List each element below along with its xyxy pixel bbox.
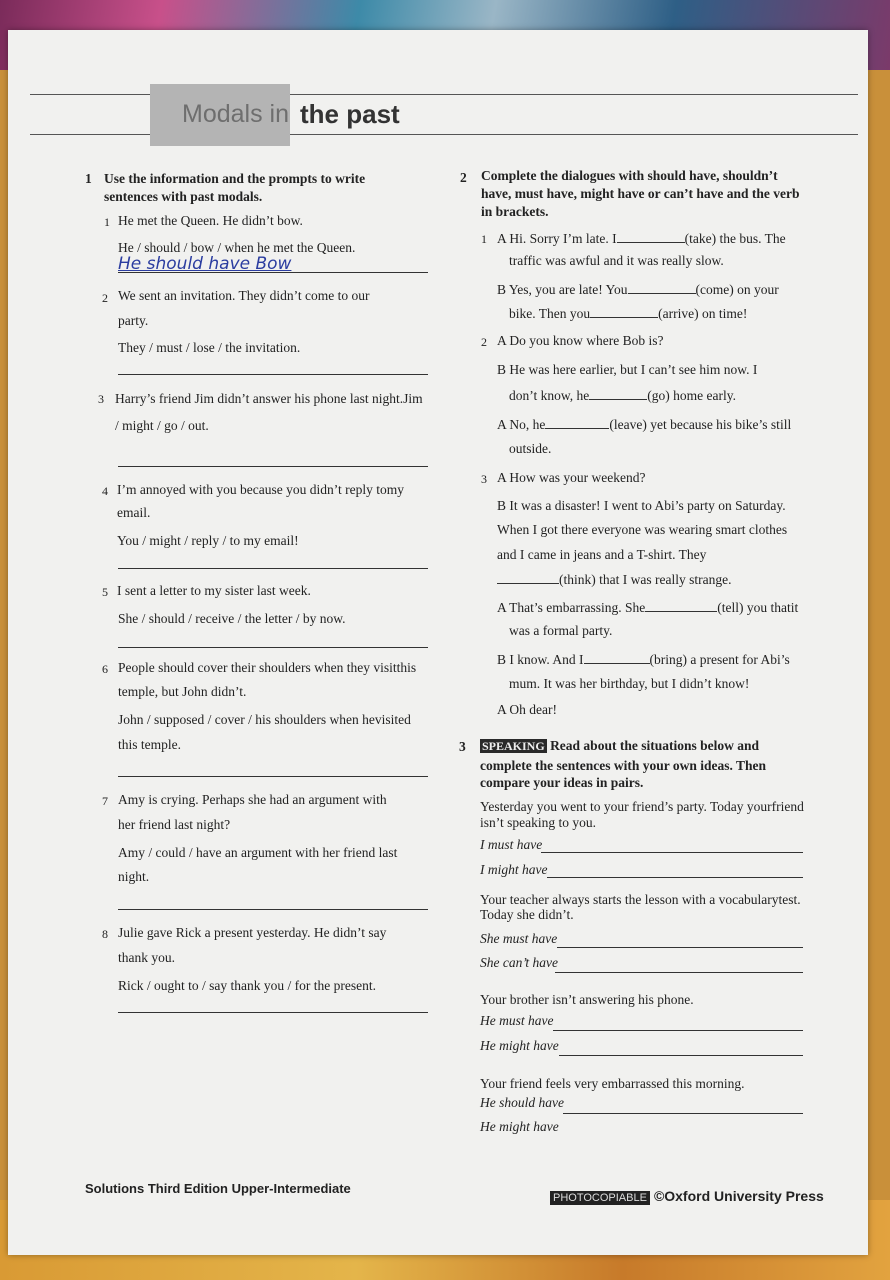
ex3-s2-answer2-line[interactable] [555,972,803,973]
ex2-d1-line-b1: B Yes, you are late! You (come) on your [497,282,779,297]
ex1-item2-text: We sent an invitation. They didn’t come to our [118,288,370,303]
ex2-d3-line-b4: (think) that I was really strange. [497,571,731,588]
ex1-item1-prompt: He / should / bow / when he met the Queen. [118,240,356,255]
ex2-d2-blank2[interactable] [545,416,609,429]
ex2-d1-blank2[interactable] [628,281,696,294]
ex1-heading-line2: sentences with past modals. [104,189,263,204]
ex1-item2-text2: party. [118,313,149,328]
ex3-situation1-line2: isn’t speaking to you. [480,815,596,830]
ex2-d3-line-a1: A How was your weekend? [497,470,646,485]
ex1-item8-text: Julie gave Rick a present yesterday. He didn’t say [118,925,387,940]
ex2-d3-line-a3: was a formal party. [509,623,613,638]
ex3-situation4-line1: Your friend feels very embarrassed this morning. [480,1076,745,1091]
ex2-heading-line3: in brackets. [481,204,549,219]
ex1-item6-prompt: John / supposed / cover / his shoulders when hevisited [118,712,411,727]
ex1-item3-number: 3 [98,392,104,406]
ex1-item4-number: 4 [102,484,108,498]
ex1-item4-text2: email. [117,505,151,520]
ex3-heading-line1: SPEAKING Read about the situations below and [482,738,759,753]
ex2-number: 2 [460,170,467,185]
ex1-item7-number: 7 [102,794,108,808]
ex1-heading-line1: Use the information and the prompts to write [104,171,366,186]
ex2-d2-line-a1: A Do you know where Bob is? [497,333,664,348]
ex1-item7-prompt: Amy / could / have an argument with her friend last [118,845,398,860]
ex2-d3-line-a4: A Oh dear! [497,702,557,717]
ex1-item2-number: 2 [102,291,108,305]
ex1-item7-prompt2: night. [118,869,150,884]
ex1-item5-text: I sent a letter to my sister last week. [117,583,311,598]
ex2-d3-blank3[interactable] [584,651,650,664]
ex3-s1-prompt1: I must have [480,837,543,852]
ex1-item6-answer-line[interactable] [118,776,428,777]
ex1-item7-text: Amy is crying. Perhaps she had an argument with [118,792,387,807]
ex1-item1-number: 1 [104,215,110,229]
photocopiable-badge: PHOTOCOPIABLE [550,1191,650,1205]
ex2-dialogue2-number: 2 [481,335,487,349]
ex1-item8-answer-line[interactable] [118,1012,428,1013]
ex1-item6-text: People should cover their shoulders when they visitthis [118,660,417,675]
ex2-heading-line2: have, must have, might have or can’t have and the verb [481,186,800,201]
ex3-s4-prompt2: He might have [480,1119,559,1134]
ex1-item5-answer-line[interactable] [118,647,428,648]
ex2-d2-line-b2: don’t know, he (go) home early. [509,388,736,403]
ex2-d3-line-b6: mum. It was her birthday, but I didn’t know! [509,676,750,691]
ex2-d1-line-a2: traffic was awful and it was really slow. [509,253,724,268]
ex2-d3-line-b5: B I know. And I (bring) a present for Abi’s [497,652,790,667]
ex3-s3-prompt2: He might have [480,1038,559,1053]
footer-book-title: Solutions Third Edition Upper-Intermediate [85,1181,351,1196]
ex1-item6-number: 6 [102,662,108,676]
ex2-d3-line-b2: When I got there everyone was wearing smart clothes [497,522,788,537]
page-title-part1: Modals in [182,100,289,128]
ex1-item1-text: He met the Queen. He didn’t bow. [118,213,303,228]
ex3-situation2-line1: Your teacher always starts the lesson with a vocabularytest. [480,892,801,907]
ex1-item5-number: 5 [102,585,108,599]
ex1-item6-prompt2: this temple. [118,737,181,752]
ex1-item1-handwritten-answer: He should have Bow [118,254,292,274]
ex3-s4-answer1-line[interactable] [563,1113,803,1114]
ex3-heading-line3: compare your ideas in pairs. [480,775,644,790]
ex3-number: 3 [459,739,466,754]
ex2-d2-line-a2: A No, he (leave) yet because his bike’s still [497,417,792,432]
page-title-part2: the past [300,99,400,129]
ex3-s4-prompt1: He should have [480,1095,564,1110]
ex3-situation1-line1: Yesterday you went to your friend’s party. Today yourfriend [480,799,804,814]
ex3-s3-answer2-line[interactable] [559,1055,803,1056]
ex1-item7-text2: her friend last night? [118,817,231,832]
ex2-d3-blank1[interactable] [497,571,559,584]
ex1-item1-answer-line[interactable] [118,272,428,273]
ex1-item8-text2: thank you. [118,950,175,965]
ex3-s3-prompt1: He must have [480,1013,554,1028]
ex1-item2-prompt: They / must / lose / the invitation. [118,340,301,355]
ex1-item8-number: 8 [102,927,108,941]
ex2-d1-line-a1: A Hi. Sorry I’m late. I (take) the bus. The [497,231,786,246]
ex3-s1-answer1-line[interactable] [541,852,803,853]
ex2-heading-line1: Complete the dialogues with should have, shouldn’t [481,168,778,183]
ex2-d2-blank1[interactable] [589,387,647,400]
ex1-number: 1 [85,171,92,186]
ex3-s2-answer1-line[interactable] [557,947,803,948]
ex1-item4-prompt: You / might / reply / to my email! [117,533,299,548]
ex2-d1-line-b2: bike. Then you (arrive) on time! [509,306,748,321]
ex3-heading-line2: complete the sentences with your own ideas. Then [480,758,766,773]
ex2-dialogue1-number: 1 [481,232,487,246]
ex3-situation3-line1: Your brother isn’t answering his phone. [480,992,694,1007]
ex3-s1-prompt2: I might have [480,862,548,877]
ex1-item3-prompt: / might / go / out. [115,418,209,433]
ex2-d1-blank3[interactable] [590,305,658,318]
ex1-item7-answer-line[interactable] [118,909,428,910]
ex3-s3-answer1-line[interactable] [553,1030,803,1031]
ex1-item3-text: Harry’s friend Jim didn’t answer his phone last night.Jim [115,391,423,406]
ex3-s2-prompt2: She can’t have [480,955,558,970]
speaking-badge: SPEAKING [482,739,545,753]
ex2-dialogue3-number: 3 [481,472,487,486]
ex1-item4-text: I’m annoyed with you because you didn’t reply tomy [117,482,404,497]
ex1-item6-text2: temple, but John didn’t. [118,684,247,699]
ex2-d1-blank1[interactable] [617,230,685,243]
ex2-d3-blank2[interactable] [645,599,717,612]
ex2-d3-line-a2: A That’s embarrassing. She (tell) you thatit [497,600,799,615]
ex3-s2-prompt1: She must have [480,931,558,946]
ex3-s1-answer2-line[interactable] [547,877,803,878]
ex1-item3-answer-line[interactable] [118,466,428,467]
ex2-d3-line-b3: and I came in jeans and a T-shirt. They [497,547,707,562]
footer-publisher: PHOTOCOPIABLE ©Oxford University Press [550,1188,824,1206]
ex1-item2-answer-line[interactable] [118,374,428,375]
ex2-d3-line-b1: B It was a disaster! I went to Abi’s party on Saturday. [497,498,786,513]
ex2-d2-line-b1: B He was here earlier, but I can’t see him now. I [497,362,758,377]
ex1-item4-answer-line[interactable] [118,568,428,569]
ex1-item8-prompt: Rick / ought to / say thank you / for the present. [118,978,376,993]
ex1-item5-prompt: She / should / receive / the letter / by now. [118,611,346,626]
ex3-situation2-line2: Today she didn’t. [480,907,574,922]
ex2-d2-line-a3: outside. [509,441,552,456]
